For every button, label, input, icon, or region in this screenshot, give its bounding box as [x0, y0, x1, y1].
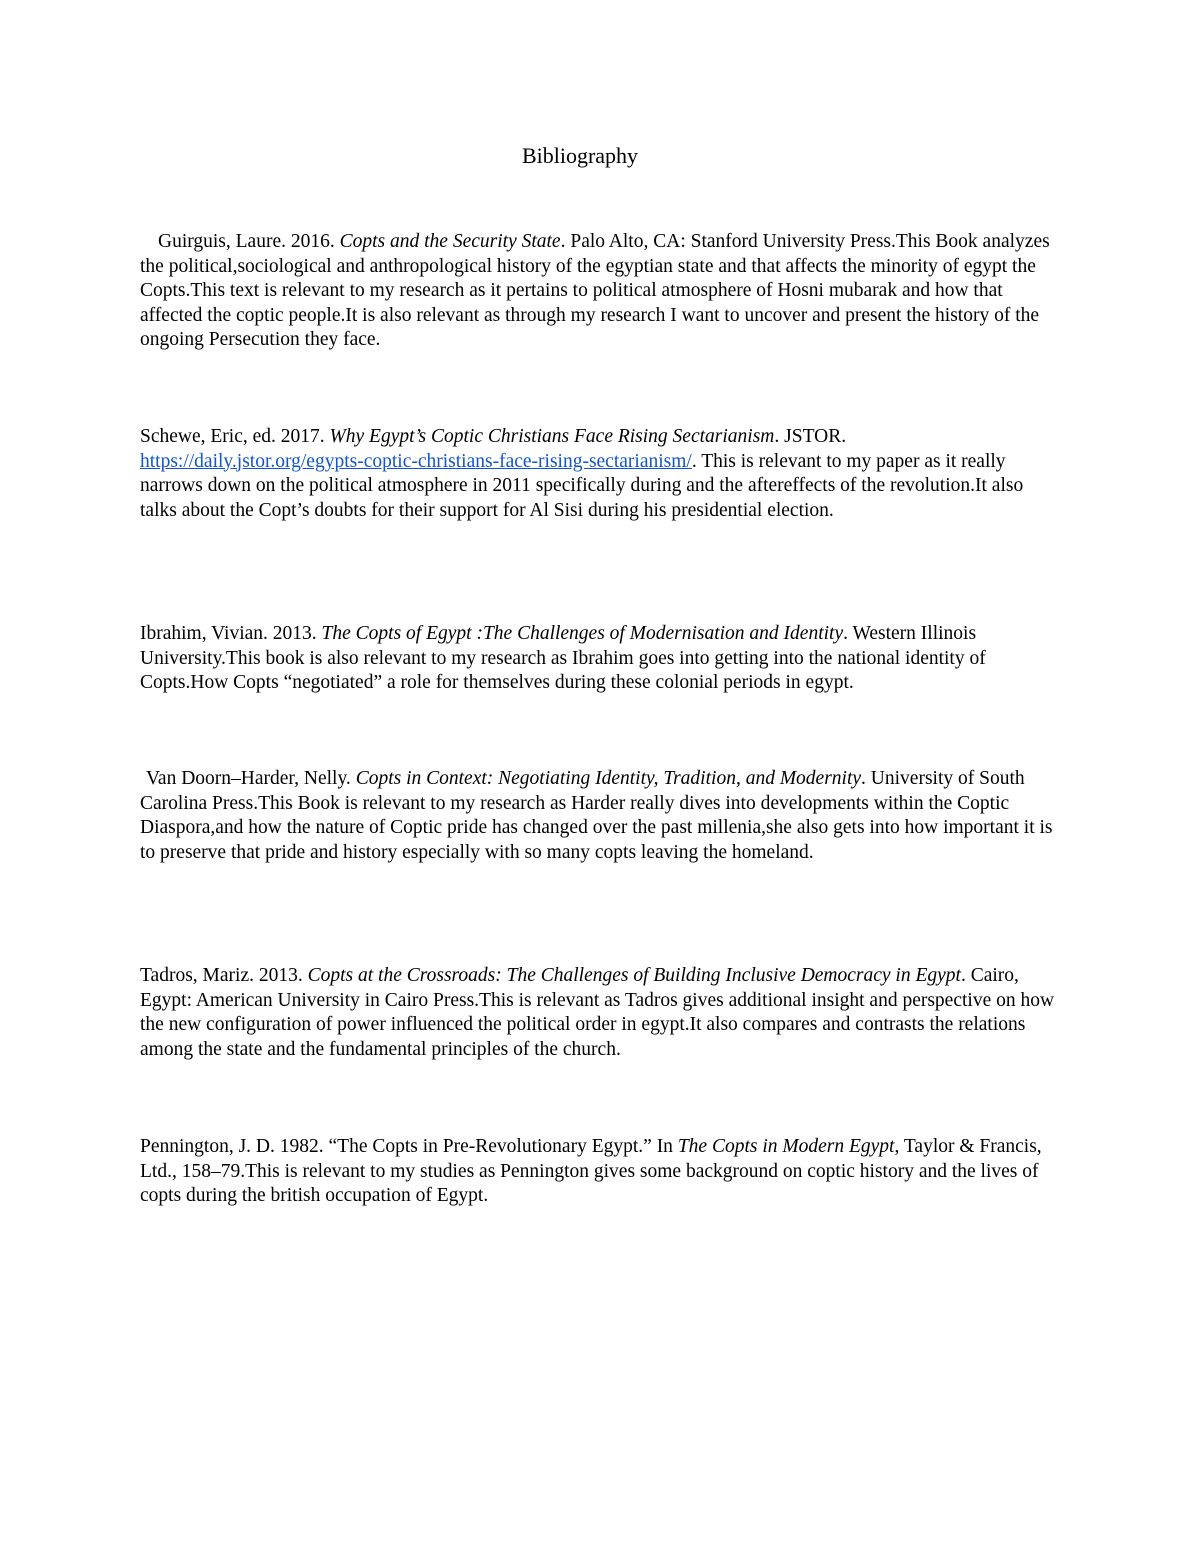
entry-link[interactable]: https://daily.jstor.org/egypts-coptic-christians-face-rising-sectarianism/ [140, 450, 692, 472]
entry-title: Copts and the Security State [339, 231, 561, 252]
entry-author: Van Doorn–Harder, Nelly. [146, 768, 356, 789]
entry-author: Schewe, Eric, ed. 2017. [140, 426, 330, 447]
bibliography-entry [140, 425, 1060, 523]
bibliography-entry [140, 964, 1060, 1062]
entry-title: The Copts of Egypt :The Challenges of Modernisation and Identity [321, 623, 844, 644]
entry-annotation: . This is relevant to my paper as it really narrows down on the political atmosphere in 2011 specifically during and the aftereffects of the revolution.It also talks about the Copt’s doubts for their support for Al Sisi during his presidential election. [140, 450, 1024, 521]
entry-title: The Copts in Modern Egypt [677, 1136, 895, 1157]
entry-title: Copts at the Crossroads: The Challenges of Building Inclusive Democracy in Egypt [307, 965, 961, 986]
entry-title: Why Egypt’s Coptic Christians Face Rising Sectarianism [329, 426, 775, 447]
entry-annotation: . Palo Alto, CA: Stanford University Press.This Book analyzes the political,sociological and anthropological history of the egyptian state and that affects the minority of egypt the Copts.This text is relevant to my research as it pertains to political atmosphere of Hosni mubarak and how that affected the coptic people.It is also relevant as through my research I want to uncover and present the history of the ongoing Persecution they face. [140, 231, 1050, 351]
entry-author: Tadros, Mariz. 2013. [140, 965, 308, 986]
entry-annotation: , Taylor & Francis, Ltd., 158–79.This is relevant to my studies as Pennington gives some background on coptic history and the lives of copts during the british occupation of Egypt. [140, 1136, 1042, 1207]
bibliography-entry [140, 622, 1060, 696]
entry-annotation: . Western Illinois University.This book is also relevant to my research as Ibrahim goes into getting into the national identity of Copts.How Copts “negotiated” a role for themselves during these colonial periods in egypt. [140, 623, 986, 694]
bibliography-entry [140, 1135, 1060, 1209]
entry-author: Ibrahim, Vivian. 2013. [140, 623, 322, 644]
page-title: Bibliography [521, 143, 639, 168]
entry-publisher: . JSTOR. [774, 426, 847, 447]
entry-annotation: . University of South Carolina Press.This Book is relevant to my research as Harder really dives into developments within the Coptic Diaspora,and how the nature of Coptic pride has changed over the past millenia,she also gets into how important it is to preserve that pride and history especially with so many copts leaving the homeland. [140, 768, 1053, 863]
bibliography-entry [140, 767, 1060, 865]
entry-annotation: . Cairo, Egypt: American University in Cairo Press.This is relevant as Tadros gives additional insight and perspective on how the new configuration of power influenced the political order in egypt.It also compares and contrasts the relations among the state and the fundamental principles of the church. [140, 965, 1055, 1060]
entry-author: Pennington, J. D. 1982. “The Copts in Pre-Revolutionary Egypt.” In [140, 1136, 678, 1157]
bibliography-entry [140, 230, 1060, 353]
entry-author: Guirguis, Laure. 2016. [158, 231, 340, 252]
entry-title: Copts in Context: Negotiating Identity, Tradition, and Modernity [355, 768, 862, 789]
